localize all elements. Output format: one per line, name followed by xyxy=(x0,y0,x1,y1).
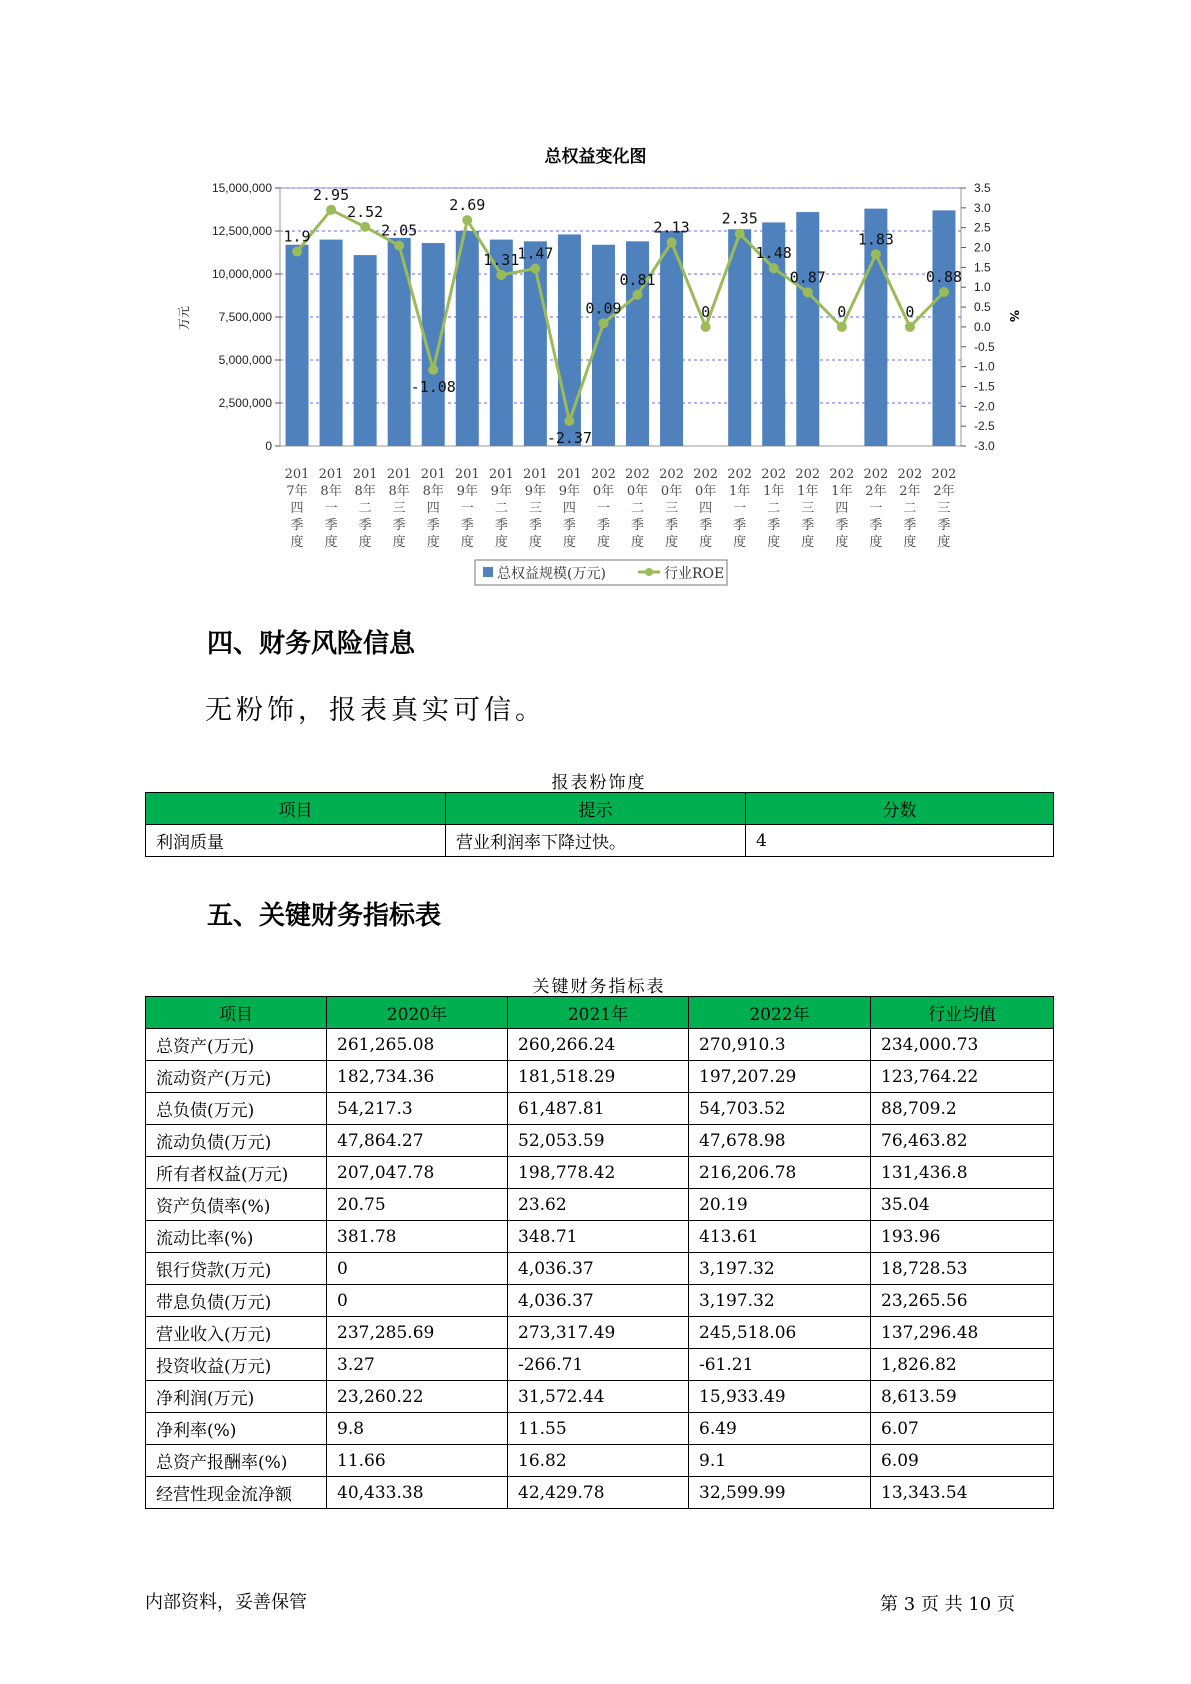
legend-line-marker xyxy=(645,568,653,576)
risk-cell: 利润质量 xyxy=(146,825,446,857)
data-label: 2.52 xyxy=(347,202,384,221)
x-tick-label: 201 7年四季度 xyxy=(284,467,310,550)
kpi-cell: 131,436.8 xyxy=(871,1157,1054,1189)
y2-axis-title: % xyxy=(1007,309,1021,323)
risk-table-caption: 报表粉饰度 xyxy=(551,773,647,793)
table-row xyxy=(146,1093,1054,1125)
y2-tick-label: 0.5 xyxy=(974,300,991,315)
kpi-cell: 8,613.59 xyxy=(871,1381,1054,1413)
x-tick-label: 202 0年二季度 xyxy=(625,467,650,550)
kpi-cell: 137,296.48 xyxy=(871,1317,1054,1349)
kpi-cell: 净利率(%) xyxy=(146,1413,327,1445)
kpi-cell: -266.71 xyxy=(508,1349,689,1381)
kpi-cell: 23.62 xyxy=(508,1189,689,1221)
kpi-cell: 32,599.99 xyxy=(689,1477,871,1509)
risk-header-cell: 分数 xyxy=(746,793,1054,825)
kpi-cell: 9.1 xyxy=(689,1445,871,1477)
bar xyxy=(286,245,309,446)
kpi-cell: 54,703.52 xyxy=(689,1093,871,1125)
data-label: 1.48 xyxy=(755,244,792,263)
table-row xyxy=(146,1477,1054,1509)
y2-tick-label: 1.0 xyxy=(974,280,991,295)
kpi-cell: 216,206.78 xyxy=(689,1157,871,1189)
table-row xyxy=(146,825,1054,857)
x-tick-label: 201 9年四季度 xyxy=(557,467,582,550)
kpi-cell: 所有者权益(万元) xyxy=(146,1157,327,1189)
y2-tick-label: 3.0 xyxy=(974,200,991,215)
table-row xyxy=(146,1029,1054,1061)
kpi-table xyxy=(145,996,1054,1509)
kpi-cell: 6.49 xyxy=(689,1413,871,1445)
x-tick-label: 201 9年三季度 xyxy=(522,467,548,550)
section5-heading: 五、关键财务指标表 xyxy=(207,901,442,931)
kpi-cell: 270,910.3 xyxy=(689,1029,871,1061)
kpi-cell: 182,734.36 xyxy=(327,1061,508,1093)
kpi-cell: 237,285.69 xyxy=(327,1317,508,1349)
data-label: 0.87 xyxy=(789,268,826,287)
roe-point xyxy=(633,290,643,300)
roe-point xyxy=(871,249,881,259)
kpi-cell: 348.71 xyxy=(508,1221,689,1253)
kpi-header-cell: 行业均值 xyxy=(871,997,1054,1029)
roe-point xyxy=(701,322,711,332)
kpi-cell: 76,463.82 xyxy=(871,1125,1054,1157)
data-label: 0 xyxy=(905,302,915,321)
y2-tick-label: -2.0 xyxy=(974,399,995,414)
kpi-cell: 银行贷款(万元) xyxy=(146,1253,327,1285)
legend-bar-label: 总权益规模(万元) xyxy=(497,566,606,582)
x-tick-label: 201 8年一季度 xyxy=(318,467,344,550)
table-row xyxy=(146,1253,1054,1285)
y-tick-label: 7,500,000 xyxy=(218,310,272,324)
roe-point xyxy=(803,287,813,297)
kpi-cell: 260,266.24 xyxy=(508,1029,689,1061)
data-label: 0.09 xyxy=(585,299,622,318)
data-label: 2.69 xyxy=(449,196,486,215)
data-label: -2.37 xyxy=(546,428,593,447)
data-label: 0.88 xyxy=(925,267,963,286)
kpi-cell: 4,036.37 xyxy=(508,1285,689,1317)
kpi-cell: 6.09 xyxy=(871,1445,1054,1477)
y-tick-label: 5,000,000 xyxy=(218,353,272,367)
kpi-cell: 11.66 xyxy=(327,1445,508,1477)
kpi-cell: 营业收入(万元) xyxy=(146,1317,327,1349)
roe-point xyxy=(428,365,438,375)
kpi-cell: 11.55 xyxy=(508,1413,689,1445)
data-label: 1.47 xyxy=(517,244,554,263)
y-tick-label: 10,000,000 xyxy=(211,267,272,281)
kpi-cell: 413.61 xyxy=(689,1221,871,1253)
bar xyxy=(796,212,819,446)
x-tick-label: 202 1年二季度 xyxy=(761,467,787,550)
kpi-cell: 1,826.82 xyxy=(871,1349,1054,1381)
roe-point xyxy=(360,222,370,232)
x-tick-label: 201 8年二季度 xyxy=(352,467,378,550)
footer-note: 内部资料，妥善保管 xyxy=(145,1592,307,1613)
kpi-cell: 273,317.49 xyxy=(508,1317,689,1349)
risk-header-cell: 提示 xyxy=(446,793,746,825)
kpi-cell: 31,572.44 xyxy=(508,1381,689,1413)
table-row xyxy=(146,1413,1054,1445)
table-row xyxy=(146,1125,1054,1157)
kpi-cell: 0 xyxy=(327,1253,508,1285)
data-label: 1.83 xyxy=(857,230,894,249)
kpi-cell: 23,265.56 xyxy=(871,1285,1054,1317)
x-tick-label: 201 8年三季度 xyxy=(386,467,412,550)
kpi-cell: 16.82 xyxy=(508,1445,689,1477)
kpi-header-cell: 2020年 xyxy=(327,997,508,1029)
kpi-cell: 总资产(万元) xyxy=(146,1029,327,1061)
x-tick-label: 202 2年三季度 xyxy=(931,467,957,550)
roe-point xyxy=(837,322,847,332)
y-tick-label: 12,500,000 xyxy=(211,224,272,238)
table-row xyxy=(146,1317,1054,1349)
table-row xyxy=(146,1189,1054,1221)
roe-point xyxy=(292,247,302,257)
bar xyxy=(728,229,751,446)
kpi-cell: 带息负债(万元) xyxy=(146,1285,327,1317)
y2-tick-label: 0.0 xyxy=(974,319,991,334)
kpi-cell: 总资产报酬率(%) xyxy=(146,1445,327,1477)
roe-point xyxy=(326,205,336,215)
kpi-cell: 381.78 xyxy=(327,1221,508,1253)
kpi-cell: 23,260.22 xyxy=(327,1381,508,1413)
kpi-table-caption: 关键财务指标表 xyxy=(532,977,666,997)
data-label: 1.9 xyxy=(283,227,311,246)
x-tick-label: 201 9年一季度 xyxy=(454,467,480,550)
kpi-cell: 投资收益(万元) xyxy=(146,1349,327,1381)
roe-point xyxy=(667,237,677,247)
data-label: 1.31 xyxy=(483,250,520,269)
kpi-cell: 61,487.81 xyxy=(508,1093,689,1125)
y2-tick-label: -3.0 xyxy=(974,439,995,453)
kpi-cell: 47,864.27 xyxy=(327,1125,508,1157)
kpi-cell: 198,778.42 xyxy=(508,1157,689,1189)
kpi-cell: 流动负债(万元) xyxy=(146,1125,327,1157)
kpi-cell: 9.8 xyxy=(327,1413,508,1445)
data-label: 2.95 xyxy=(313,185,350,204)
kpi-cell: 15,933.49 xyxy=(689,1381,871,1413)
x-tick-label: 202 0年三季度 xyxy=(659,467,684,550)
roe-point xyxy=(939,287,949,297)
roe-point xyxy=(598,318,608,328)
page-number: 第 3 页 共 10 页 xyxy=(880,1594,1015,1615)
x-tick-label: 201 9年二季度 xyxy=(488,467,514,550)
risk-conclusion: 无粉饰，报表真实可信。 xyxy=(205,695,546,726)
roe-point xyxy=(905,322,915,332)
x-tick-label: 202 1年三季度 xyxy=(795,467,821,550)
equity-chart xyxy=(0,0,1191,600)
risk-table xyxy=(145,792,1054,857)
y2-tick-label: -1.0 xyxy=(974,359,995,374)
y-tick-label: 15,000,000 xyxy=(211,181,272,195)
roe-point xyxy=(564,416,574,426)
roe-point xyxy=(462,215,472,225)
kpi-cell: 123,764.22 xyxy=(871,1061,1054,1093)
table-row xyxy=(146,1157,1054,1189)
kpi-cell: 261,265.08 xyxy=(327,1029,508,1061)
legend-bar-swatch xyxy=(483,567,493,577)
y-tick-label: 0 xyxy=(265,439,272,453)
data-label: 0.81 xyxy=(619,270,656,289)
roe-point xyxy=(769,263,779,273)
bar xyxy=(932,210,955,446)
kpi-cell: 40,433.38 xyxy=(327,1477,508,1509)
y2-tick-label: -1.5 xyxy=(974,379,995,394)
kpi-cell: 3,197.32 xyxy=(689,1285,871,1317)
kpi-cell: 35.04 xyxy=(871,1189,1054,1221)
kpi-cell: 3.27 xyxy=(327,1349,508,1381)
chart-title: 总权益变化图 xyxy=(544,147,647,167)
kpi-cell: 20.19 xyxy=(689,1189,871,1221)
data-label: 2.05 xyxy=(381,221,418,240)
data-label: 0 xyxy=(701,302,711,321)
kpi-cell: 6.07 xyxy=(871,1413,1054,1445)
kpi-cell: 3,197.32 xyxy=(689,1253,871,1285)
kpi-cell: 207,047.78 xyxy=(327,1157,508,1189)
x-tick-label: 202 1年四季度 xyxy=(829,467,855,550)
bar xyxy=(456,231,479,446)
data-label: 2.35 xyxy=(721,209,758,228)
kpi-cell: 流动资产(万元) xyxy=(146,1061,327,1093)
risk-header-cell: 项目 xyxy=(146,793,446,825)
kpi-cell: 181,518.29 xyxy=(508,1061,689,1093)
kpi-cell: 经营性现金流净额 xyxy=(146,1477,327,1509)
kpi-header-cell: 项目 xyxy=(146,997,327,1029)
bar xyxy=(388,238,411,446)
bar xyxy=(320,240,343,446)
kpi-cell: 54,217.3 xyxy=(327,1093,508,1125)
y2-tick-label: -0.5 xyxy=(974,339,995,354)
kpi-cell: 197,207.29 xyxy=(689,1061,871,1093)
kpi-cell: 0 xyxy=(327,1285,508,1317)
table-row xyxy=(146,1445,1054,1477)
y-axis-title: 万元 xyxy=(177,305,191,331)
kpi-cell: 47,678.98 xyxy=(689,1125,871,1157)
kpi-cell: 净利润(万元) xyxy=(146,1381,327,1413)
x-tick-label: 202 2年一季度 xyxy=(863,467,889,550)
x-tick-label: 202 2年二季度 xyxy=(897,467,923,550)
kpi-cell: 18,728.53 xyxy=(871,1253,1054,1285)
y2-tick-label: 1.5 xyxy=(974,260,991,275)
kpi-cell: 42,429.78 xyxy=(508,1477,689,1509)
table-row xyxy=(146,1221,1054,1253)
kpi-cell: 245,518.06 xyxy=(689,1317,871,1349)
kpi-cell: 234,000.73 xyxy=(871,1029,1054,1061)
section4-heading: 四、财务风险信息 xyxy=(207,629,416,659)
kpi-cell: 88,709.2 xyxy=(871,1093,1054,1125)
y-tick-label: 2,500,000 xyxy=(218,396,272,410)
roe-point xyxy=(394,241,404,251)
kpi-header-cell: 2022年 xyxy=(689,997,871,1029)
table-row xyxy=(146,1349,1054,1381)
bar xyxy=(354,255,377,446)
y2-tick-label: 2.5 xyxy=(974,220,991,235)
y2-tick-label: 3.5 xyxy=(974,181,991,195)
kpi-cell: 流动比率(%) xyxy=(146,1221,327,1253)
kpi-header-cell: 2021年 xyxy=(508,997,689,1029)
data-label: -1.08 xyxy=(410,377,456,396)
data-label: 2.13 xyxy=(653,218,690,237)
y2-tick-label: 2.0 xyxy=(974,240,991,255)
roe-point xyxy=(735,229,745,239)
kpi-cell: 193.96 xyxy=(871,1221,1054,1253)
kpi-cell: 资产负债率(%) xyxy=(146,1189,327,1221)
kpi-cell: 52,053.59 xyxy=(508,1125,689,1157)
data-label: 0 xyxy=(837,302,847,321)
x-tick-label: 202 1年一季度 xyxy=(727,467,753,550)
risk-cell: 营业利润率下降过快。 xyxy=(446,825,746,857)
x-tick-label: 202 0年四季度 xyxy=(693,467,719,550)
x-tick-label: 202 0年一季度 xyxy=(591,467,616,550)
kpi-cell: 20.75 xyxy=(327,1189,508,1221)
table-row xyxy=(146,1285,1054,1317)
kpi-cell: 4,036.37 xyxy=(508,1253,689,1285)
kpi-cell: 13,343.54 xyxy=(871,1477,1054,1509)
y2-tick-label: -2.5 xyxy=(974,419,995,434)
x-tick-label: 201 8年四季度 xyxy=(420,467,446,550)
table-row xyxy=(146,1381,1054,1413)
roe-point xyxy=(530,264,540,274)
roe-point xyxy=(496,270,506,280)
kpi-cell: -61.21 xyxy=(689,1349,871,1381)
kpi-cell: 总负债(万元) xyxy=(146,1093,327,1125)
legend-line-label: 行业ROE xyxy=(664,566,725,582)
table-row xyxy=(146,1061,1054,1093)
risk-cell: 4 xyxy=(746,825,1054,857)
